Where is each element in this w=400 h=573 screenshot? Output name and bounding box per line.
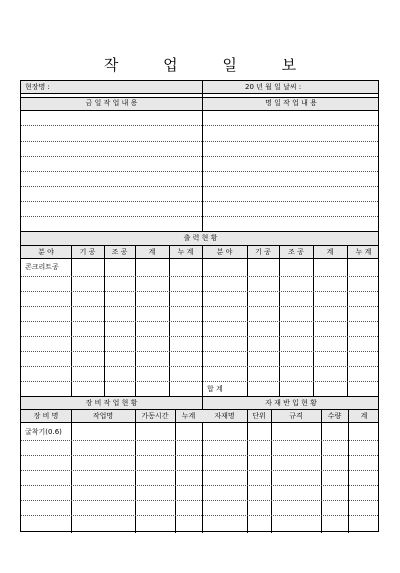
col-job-name: 작업명 [92,412,114,420]
daily-work-report-form [20,80,379,532]
col-field-right: 분 야 [216,248,233,256]
col-skilled-right: 기 공 [255,248,271,256]
attendance-section-label: 출 력 현 황 [183,234,218,242]
col-field-left: 분 야 [38,248,54,256]
col-sum-right: 계 [326,248,334,256]
col-equipment-cumulative: 누계 [181,412,196,420]
col-material-sum: 계 [360,412,368,420]
col-helper-right: 조 공 [288,248,304,256]
col-cumulative-left: 누 계 [177,248,194,256]
col-unit: 단위 [252,412,266,420]
col-operating-hours: 가동시간 [141,412,169,420]
equipment-row-excavator: 굴착기(0.6) [25,428,62,436]
col-quantity: 수량 [327,412,342,420]
col-spec: 규격 [289,412,303,420]
tomorrow-work-label: 명 일 작 업 내 용 [265,99,317,107]
site-name-label: 현장명 : [25,83,50,91]
col-equipment-name: 장 비 명 [33,412,59,420]
col-skilled-left: 기 공 [79,248,96,256]
col-material-name: 자재명 [214,412,235,420]
attendance-row-concrete: 콘크리트공 [25,263,59,271]
col-sum-left: 계 [148,248,156,256]
page-title: 작 업 일 보 [103,56,317,74]
col-helper-left: 조 공 [111,248,128,256]
col-cumulative-right: 누 계 [355,248,372,256]
today-work-label: 금 일 작 업 내 용 [85,99,138,107]
date-weather-label: 20 년 월 일 날씨 : [245,83,302,91]
equipment-section-label: 장 비 작 업 현 황 [85,399,138,407]
attendance-total-label: 합 계 [207,385,223,393]
materials-section-label: 자 재 반 입 현 황 [265,399,317,407]
header-row [21,81,378,93]
